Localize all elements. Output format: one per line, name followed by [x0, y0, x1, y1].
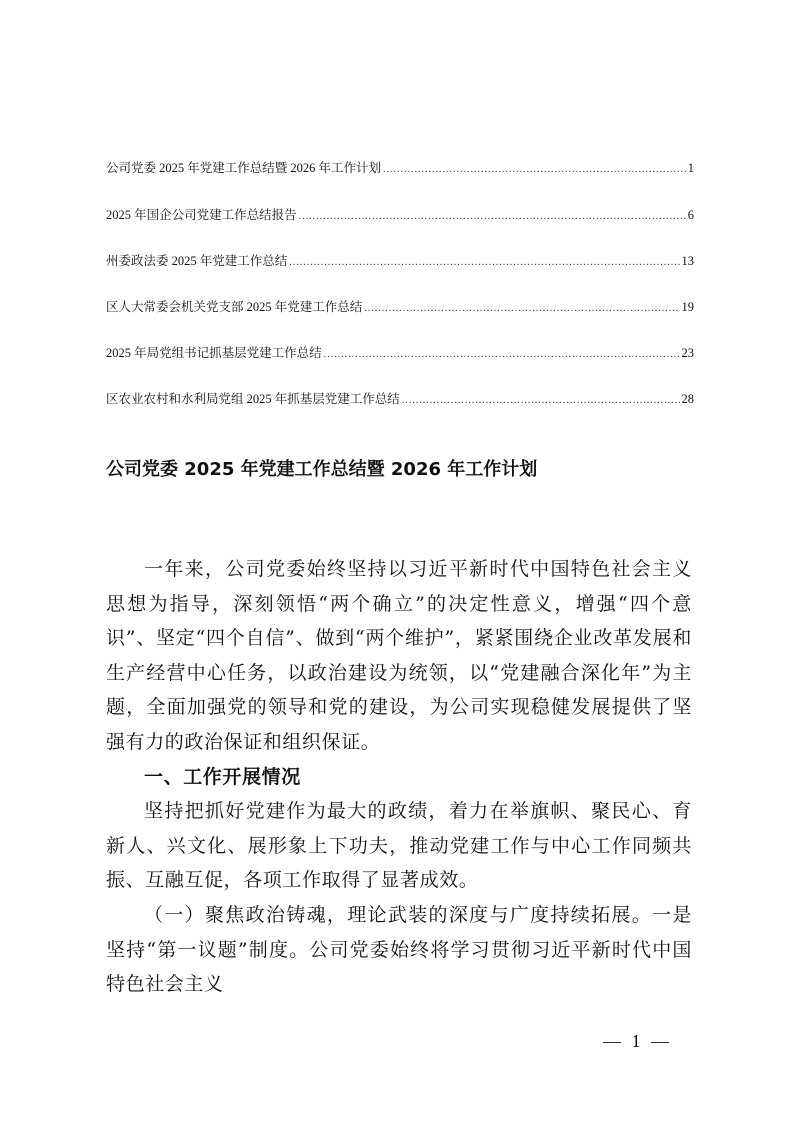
toc-leader-dots	[383, 164, 686, 175]
page-number: — 1 —	[603, 1031, 669, 1051]
toc-entry-page: 6	[687, 208, 694, 222]
toc-leader-dots	[324, 349, 680, 360]
toc-entry[interactable]	[106, 297, 694, 343]
toc-leader-dots	[364, 303, 679, 314]
toc-entry-title[interactable]: 2025 年国企公司党建工作总结报告	[106, 208, 297, 222]
section-paragraph: 坚持把抓好党建作为最大的政绩，着力在举旗帜、聚民心、育新人、兴文化、展形象上下功夫，推动党建工作与中心工作同频共振、互融互促，各项工作取得了显著成效。	[106, 800, 692, 892]
intro-paragraph: 一年来，公司党委始终坚持以习近平新时代中国特色社会主义思想为指导，深刻领悟“两个确立”的决定性意义，增强“四个意识”、坚定“四个自信”、做到“两个维护”，紧紧围绕企业改革发展和生产经营中心任务，以政治建设为统领，以“党建融合深化年”为主题，全面加强党的领导和党的建设，为公司实现稳健发展提供了坚强有力的政治保证和组织保证。	[106, 558, 692, 753]
subsection-heading: （一）聚焦政治铸魂，理论武装的深度与广度持续拓展。	[144, 903, 653, 926]
subsection-paragraph	[106, 898, 692, 1002]
subsection-text: 一是坚持“第一议题”制度。公司党委始终将学习贯彻习近平新时代中国特色社会主义	[106, 903, 692, 996]
toc-entry[interactable]	[106, 205, 694, 251]
toc-entry-title[interactable]: 区农业农村和水利局党组 2025 年抓基层党建工作总结	[106, 392, 400, 406]
toc-leader-dots	[289, 257, 679, 268]
toc-entry-title[interactable]: 区人大常委会机关党支部 2025 年党建工作总结	[106, 300, 363, 314]
toc-entry[interactable]	[106, 251, 694, 297]
table-of-contents	[106, 158, 694, 435]
toc-entry[interactable]	[106, 389, 694, 435]
toc-entry-page: 13	[681, 254, 694, 268]
toc-entry-title[interactable]: 州委政法委 2025 年党建工作总结	[106, 254, 288, 268]
toc-entry-page: 19	[681, 300, 694, 314]
toc-entry-title[interactable]: 公司党委 2025 年党建工作总结暨 2026 年工作计划	[106, 161, 382, 175]
toc-entry[interactable]	[106, 158, 694, 205]
toc-leader-dots	[299, 211, 686, 222]
toc-leader-dots	[402, 395, 680, 406]
document-body	[106, 552, 692, 1002]
toc-entry-title[interactable]: 2025 年局党组书记抓基层党建工作总结	[106, 346, 322, 360]
toc-entry-page: 1	[687, 161, 694, 175]
document-title: 公司党委 2025 年党建工作总结暨 2026 年工作计划	[106, 459, 538, 480]
section-heading: 一、工作开展情况	[144, 765, 301, 788]
toc-entry-page: 28	[681, 392, 694, 406]
toc-entry[interactable]	[106, 343, 694, 389]
toc-entry-page: 23	[681, 346, 694, 360]
